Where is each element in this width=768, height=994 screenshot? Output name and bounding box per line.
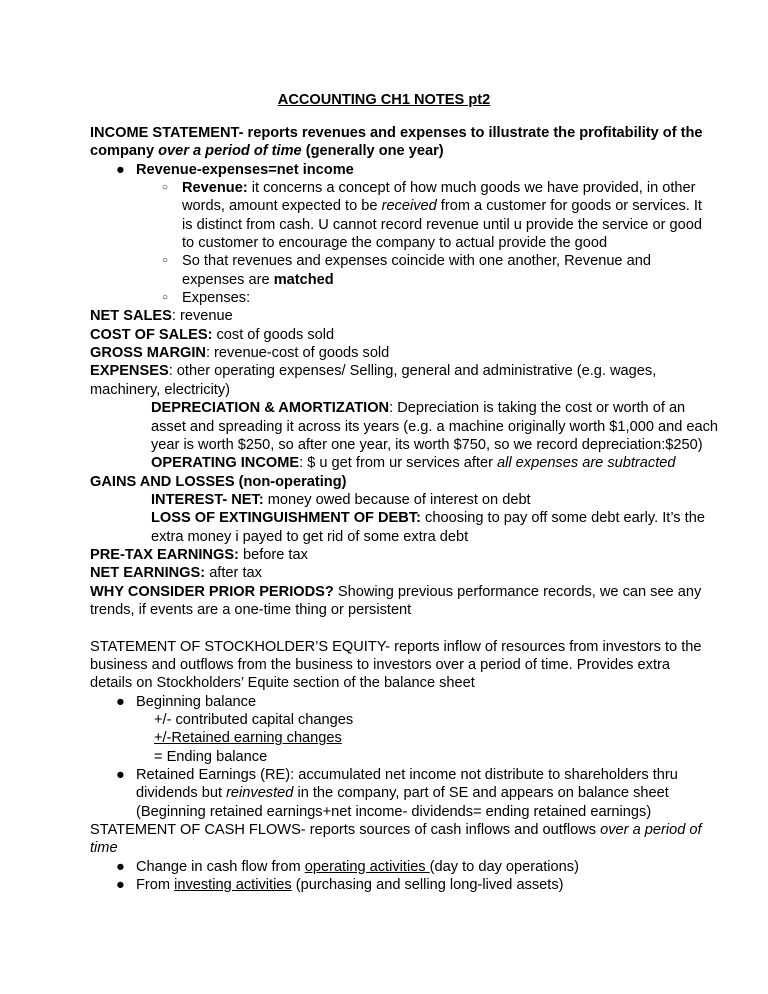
text-line [90, 711, 730, 729]
text-line [90, 528, 730, 546]
text-line [90, 638, 730, 656]
text-segment: (day to day operations) [429, 858, 579, 875]
text-line [90, 326, 730, 344]
text-segment: (Beginning retained earnings+net income- dividends= ending retained earnings) [136, 803, 652, 820]
text-segment: in the company, part of SE and appears on balance sheet [293, 785, 669, 802]
text-line [90, 674, 730, 692]
text-line [90, 271, 730, 289]
text-segment: is distinct from cash. U cannot record revenue until u provide the service or good [182, 216, 702, 233]
text-segment: +/- contributed capital changes [154, 712, 354, 728]
text-segment: STATEMENT OF STOCKHOLDER’S EQUITY- reports inflow of resources from investors to the [90, 638, 702, 655]
text-segment: (purchasing and selling long-lived assets) [291, 877, 564, 894]
text-line [90, 454, 730, 472]
text-segment: INTEREST- NET: [151, 491, 264, 508]
text-segment: DEPRECIATION & AMORTIZATION [151, 400, 390, 417]
text-line [90, 656, 730, 674]
text-line [90, 729, 730, 747]
text-segment: over a period of [600, 822, 702, 839]
text-line [90, 748, 730, 766]
text-segment: STATEMENT OF CASH FLOWS- reports sources of cash inflows and outflows [90, 822, 601, 839]
text-segment: GROSS MARGIN [90, 345, 206, 362]
list-item [90, 252, 730, 270]
text-segment: Expenses: [182, 290, 251, 307]
circle-bullet-icon: ○ [162, 182, 169, 194]
text-segment: From [136, 877, 175, 894]
text-segment: choosing to pay off some debt early. It’s the [421, 510, 705, 527]
text-segment: to customer to encourage the company to actual provide the good [182, 235, 608, 252]
text-segment: Revenue-expenses=net income [136, 161, 354, 178]
text-line [90, 216, 730, 234]
list-item [90, 179, 730, 197]
text-segment: PRE-TAX EARNINGS: [90, 546, 239, 563]
circle-bullet-icon: ○ [162, 255, 169, 267]
text-segment: after tax [205, 565, 262, 582]
text-segment: all expenses are subtracted [497, 455, 676, 472]
text-segment: it concerns a concept of how much goods we have provided, in other [247, 180, 696, 197]
document-body [90, 124, 730, 894]
text-segment: year is worth $250, so after one year, its worth $750, so we record depreciation:$250) [151, 436, 703, 453]
text-segment: matched [273, 271, 334, 288]
bullet-icon: ● [116, 161, 125, 178]
text-segment: money owed because of interest on debt [263, 491, 531, 508]
text-line [90, 142, 730, 160]
text-line [90, 124, 730, 142]
text-segment: Revenue: [182, 180, 248, 197]
text-segment: company [90, 143, 159, 160]
text-segment: WHY CONSIDER PRIOR PERIODS? [90, 583, 334, 600]
text-segment: over a period of time [158, 143, 302, 160]
text-line [90, 399, 730, 417]
document-title: ACCOUNTING CH1 NOTES pt2 [277, 92, 491, 108]
text-segment: NET SALES [90, 308, 172, 325]
text-segment: reinvested [226, 785, 294, 802]
text-line [90, 362, 730, 380]
text-segment: machinery, electricity) [90, 381, 231, 398]
text-segment: trends, if events are a one-time thing or persistent [90, 601, 412, 618]
text-segment: asset and spreading it across its years (e.g. a machine originally worth $1,000 and each [151, 418, 719, 435]
text-segment: extra money i payed to get rid of some extra debt [151, 528, 469, 545]
bullet-icon: ● [116, 877, 125, 894]
text-line [90, 491, 730, 509]
text-segment: : Depreciation is taking the cost or worth of an [389, 400, 686, 417]
text-segment: Beginning balance [136, 693, 257, 710]
text-segment: before tax [238, 546, 308, 563]
text-line [90, 307, 730, 325]
text-segment: cost of goods sold [212, 326, 335, 343]
text-segment: operating activities [304, 858, 430, 875]
text-segment: (generally one year) [301, 143, 444, 160]
bullet-icon: ● [116, 858, 125, 875]
text-segment: GAINS AND LOSSES (non-operating) [90, 473, 347, 490]
text-line [90, 803, 730, 821]
text-line [90, 197, 730, 215]
text-line [90, 601, 730, 619]
text-segment: So that revenues and expenses coincide with one another, Revenue and [182, 253, 651, 270]
text-line [90, 821, 730, 839]
text-segment: EXPENSES [90, 363, 169, 380]
text-segment: COST OF SALES: [90, 326, 213, 343]
text-segment: received [381, 198, 437, 215]
text-line [90, 784, 730, 802]
text-line [90, 564, 730, 582]
text-segment: LOSS OF EXTINGUISHMENT OF DEBT: [151, 510, 421, 527]
text-line [90, 473, 730, 491]
bullet-icon: ● [116, 767, 125, 784]
list-item [90, 693, 730, 711]
text-segment: expenses are [182, 271, 274, 288]
text-line [90, 546, 730, 564]
text-segment: INCOME STATEMENT- reports revenues and expenses to illustrate the profitability of the [90, 125, 703, 141]
text-line [90, 436, 730, 454]
text-segment: = Ending balance [154, 748, 268, 765]
text-line [90, 839, 730, 857]
text-segment: : $ u get from ur services after [299, 455, 498, 472]
text-segment: : revenue [171, 308, 233, 325]
text-segment: Change in cash flow from [136, 858, 305, 875]
circle-bullet-icon: ○ [162, 292, 169, 304]
text-segment: words, amount expected to be [182, 198, 382, 215]
text-segment: from a customer for goods or services. It [436, 198, 702, 215]
text-line [90, 619, 730, 637]
text-segment: dividends but [136, 785, 227, 802]
list-item [90, 876, 730, 894]
text-segment: investing activities [174, 877, 292, 894]
bullet-icon: ● [116, 693, 125, 710]
text-line [90, 381, 730, 399]
text-segment: Retained Earnings (RE): accumulated net income not distribute to shareholders thru [136, 767, 678, 784]
text-line [90, 583, 730, 601]
list-item [90, 766, 730, 784]
text-segment: : revenue-cost of goods sold [205, 345, 390, 362]
text-segment: : other operating expenses/ Selling, general and administrative (e.g. wages, [168, 363, 657, 380]
list-item [90, 161, 730, 179]
text-line [90, 418, 730, 436]
text-segment: OPERATING INCOME [151, 455, 300, 472]
list-item [90, 289, 730, 307]
text-segment: business and outflows from the business to investors over a period of time. Provides extra [90, 656, 670, 673]
text-line [90, 234, 730, 252]
list-item [90, 858, 730, 876]
text-line [90, 509, 730, 527]
text-segment: NET EARNINGS: [90, 565, 206, 582]
text-segment: time [90, 840, 118, 857]
text-segment: +/-Retained earning changes [154, 730, 342, 747]
text-segment: details on Stockholders’ Equite section of the balance sheet [90, 675, 475, 692]
text-segment: Showing previous performance records, we can see any [333, 583, 702, 600]
text-line [90, 344, 730, 362]
